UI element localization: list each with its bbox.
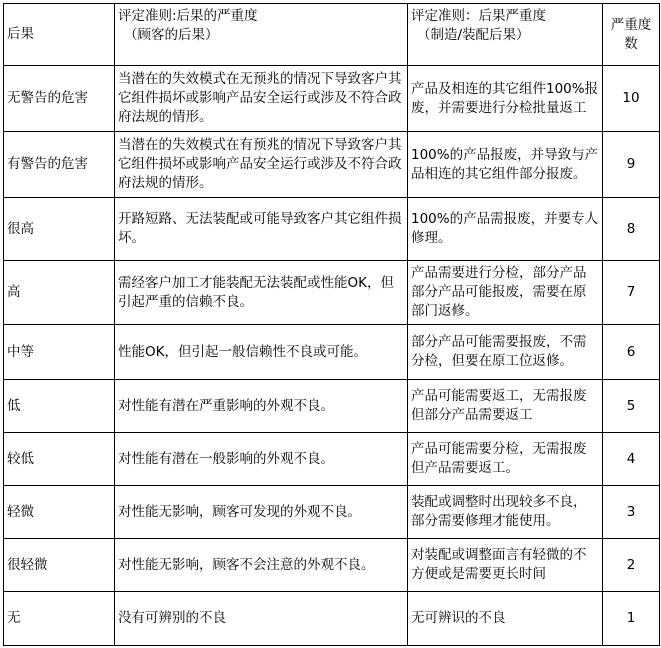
customer-criteria-cell: 对性能有潜在严重影响的外观不良。 [115, 380, 408, 433]
table-row [4, 380, 660, 433]
manufacturing-criteria-cell: 无可辨识的不良 [408, 592, 603, 646]
severity-score-cell: 6 [603, 325, 660, 380]
severity-criteria-table [3, 3, 660, 646]
consequence-cell: 高 [4, 261, 115, 325]
table-row [4, 66, 660, 132]
customer-criteria-cell: 没有可辨别的不良 [115, 592, 408, 646]
consequence-cell: 无警告的危害 [4, 66, 115, 132]
table-row [4, 539, 660, 592]
header-customer-subtitle: （顾客的后果） [124, 27, 219, 43]
consequence-cell: 低 [4, 380, 115, 433]
customer-criteria-cell: 当潜在的失效模式在有预兆的情况下导致客户其它组件损坏或影响产品安全运行或涉及不符合政府法规的情形。 [115, 132, 408, 198]
table-row [4, 433, 660, 486]
severity-score-cell: 1 [603, 592, 660, 646]
severity-score-cell: 3 [603, 486, 660, 539]
consequence-cell: 无 [4, 592, 115, 646]
customer-criteria-cell: 对性能有潜在一般影响的外观不良。 [115, 433, 408, 486]
table-row [4, 486, 660, 539]
header-severity: 严重度数 [603, 4, 660, 66]
table-row [4, 325, 660, 380]
manufacturing-criteria-cell: 产品可能需要分检，无需报废但产品需要返工。 [408, 433, 603, 486]
header-customer-title: 评定准则:后果的严重度 [118, 8, 258, 24]
consequence-cell: 很轻微 [4, 539, 115, 592]
header-row [4, 4, 660, 66]
severity-score-cell: 8 [603, 198, 660, 261]
consequence-cell: 轻微 [4, 486, 115, 539]
manufacturing-criteria-cell: 装配或调整时出现较多不良，部分需要修理才能使用。 [408, 486, 603, 539]
customer-criteria-cell: 对性能无影响，顾客不会注意的外观不良。 [115, 539, 408, 592]
consequence-cell: 较低 [4, 433, 115, 486]
table-row [4, 261, 660, 325]
severity-score-cell: 7 [603, 261, 660, 325]
severity-score-cell: 9 [603, 132, 660, 198]
consequence-cell: 有警告的危害 [4, 132, 115, 198]
table-body [4, 4, 660, 646]
consequence-cell: 中等 [4, 325, 115, 380]
manufacturing-criteria-cell: 100%的产品需报废，并要专人修理。 [408, 198, 603, 261]
header-customer-criteria [115, 4, 408, 66]
table-row [4, 592, 660, 646]
header-manufacturing-criteria [408, 4, 603, 66]
customer-criteria-cell: 开路短路、无法装配或可能导致客户其它组件损坏。 [115, 198, 408, 261]
header-consequence: 后果 [4, 4, 115, 66]
manufacturing-criteria-cell: 产品可能需要返工，无需报废但部分产品需要返工 [408, 380, 603, 433]
severity-score-cell: 5 [603, 380, 660, 433]
table-row [4, 132, 660, 198]
customer-criteria-cell: 需经客户加工才能装配无法装配或性能OK，但引起严重的信赖不良。 [115, 261, 408, 325]
consequence-cell: 很高 [4, 198, 115, 261]
severity-score-cell: 2 [603, 539, 660, 592]
manufacturing-criteria-cell: 对装配或调整面言有轻微的不方便或是需要更长时间 [408, 539, 603, 592]
header-manufacturing-subtitle: （制造/装配后果） [417, 27, 530, 43]
customer-criteria-cell: 对性能无影响，顾客可发现的外观不良。 [115, 486, 408, 539]
manufacturing-criteria-cell: 产品及相连的其它组件100%报废，并需要进行分检批量返工 [408, 66, 603, 132]
header-manufacturing-title: 评定准则：后果严重度 [411, 8, 546, 24]
table-row [4, 198, 660, 261]
manufacturing-criteria-cell: 部分产品可能需要报废，不需分检，但要在原工位返修。 [408, 325, 603, 380]
manufacturing-criteria-cell: 产品需要进行分检，部分产品部分产品可能报废，需要在原部门返修。 [408, 261, 603, 325]
customer-criteria-cell: 性能OK，但引起一般信赖性不良或可能。 [115, 325, 408, 380]
severity-score-cell: 4 [603, 433, 660, 486]
customer-criteria-cell: 当潜在的失效模式在无预兆的情况下导致客户其它组件损坏或影响产品安全运行或涉及不符合政府法规的情形。 [115, 66, 408, 132]
severity-score-cell: 10 [603, 66, 660, 132]
manufacturing-criteria-cell: 100%的产品报废，并导致与产品相连的其它组件部分报废。 [408, 132, 603, 198]
